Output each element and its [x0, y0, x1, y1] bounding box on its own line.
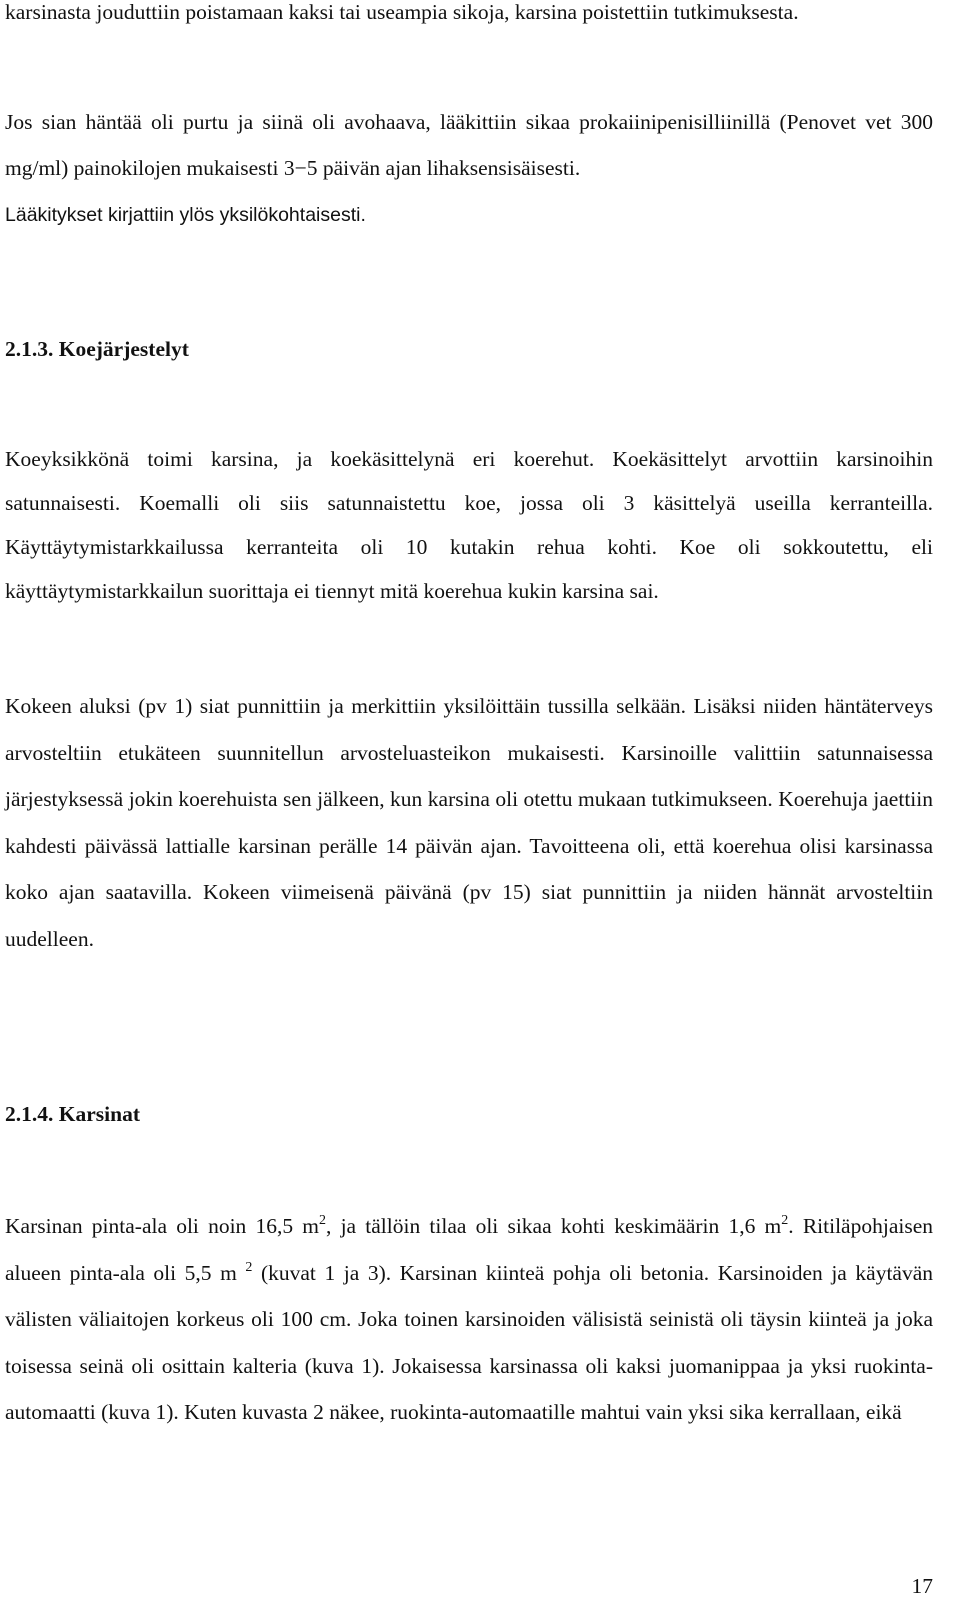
- paragraph-pens: [5, 1203, 933, 1436]
- section-heading-koejarjestelyt: 2.1.3. Koejärjestelyt: [5, 337, 189, 361]
- paragraph-continuation: karsinasta jouduttiin poistamaan kaksi tai useampia sikoja, karsina poistettiin tutkimuksesta.: [5, 0, 799, 24]
- superscript-squared: 2: [319, 1213, 327, 1228]
- pens-text-1: Karsinan pinta-ala oli noin 16,5 m: [5, 1214, 320, 1238]
- pens-text-4: (kuvat 1 ja 3). Karsinan kiinteä pohja oli betonia. Karsinoiden ja käytävän välisten väliaitojen korkeus oli 100 cm. Joka toinen karsinoiden välisistä seinistä oli täysin kiinteä ja joka toisessa seinä oli osittain kalteria (kuva 1). Jokaisessa karsinassa oli kaksi juomanippaa ja yksi ruokinta-automaatti (kuva 1). Kuten kuvasta 2 näkee, ruokinta-automaatille mahtui vain yksi sika kerrallaan, eikä: [5, 1260, 934, 1424]
- paragraph-medication-record: Lääkitykset kirjattiin ylös yksilökohtaisesti.: [5, 204, 366, 226]
- paragraph-procedure: Kokeen aluksi (pv 1) siat punnittiin ja merkittiin yksilöittäin tussilla selkään. Lisäksi niiden häntäterveys arvosteltiin etukäteen suunnitellun arvosteluasteikon mukaisesti. Karsinoille valittiin satunnaisessa järjestyksessä jokin koerehuista sen jälkeen, kun karsina oli otettu mukaan tutkimukseen. Koerehuja jaettiin kahdesti päivässä lattialle karsinan perälle 14 päivän ajan. Tavoitteena oli, että koerehua olisi karsinassa koko ajan saatavilla. Kokeen viimeisenä päivänä (pv 15) siat punnittiin ja niiden hännät arvosteltiin uudelleen.: [5, 694, 933, 951]
- paragraph-experimental-setup: Koeyksikkönä toimi karsina, ja koekäsittelynä eri koerehut. Koekäsittelyt arvottiin karsinoihin satunnaisesti. Koemalli oli siis satunnaistettu koe, jossa oli 3 käsittelyä useilla kerranteilla. Käyttäytymistarkkailussa kerranteita oli 10 kutakin rehua kohti. Koe oli sokkoutettu, eli käyttäytymistarkkailun suorittaja ei tiennyt mitä koerehua kukin karsina sai.: [5, 447, 933, 603]
- section-heading-karsinat: 2.1.4. Karsinat: [5, 1102, 140, 1126]
- superscript-squared: 2: [781, 1213, 789, 1228]
- paragraph-medication: Jos sian häntää oli purtu ja siinä oli avohaava, lääkittiin sikaa prokaiinipenisilliinillä (Penovet vet 300 mg/ml) painokilojen mukaisesti 3−5 päivän ajan lihaksensisäisesti.: [5, 110, 933, 180]
- pens-text-2: , ja tällöin tilaa oli sikaa kohti keskimäärin 1,6 m: [326, 1214, 782, 1238]
- superscript-squared: 2: [245, 1259, 253, 1275]
- pens-text-3: . Ritiläpohjaisen alueen pinta-ala oli 5,5 m: [5, 1214, 934, 1285]
- page-number: 17: [911, 1574, 933, 1598]
